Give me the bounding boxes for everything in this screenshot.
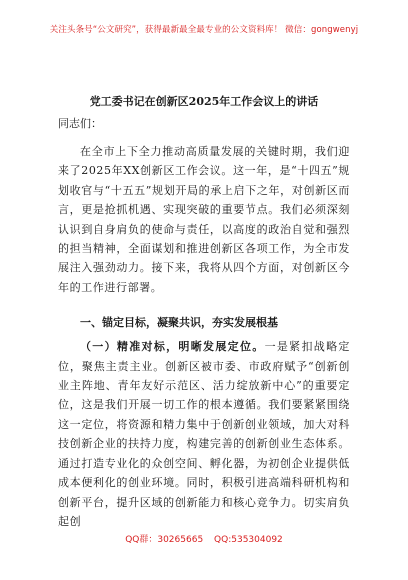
footer-qq-group: QQ群：30265665 bbox=[125, 535, 204, 545]
promo-banner-text: 关注头条号“公文研究”，获得最新最全最专业的公文资料库！ 微信：gongwenyj bbox=[49, 25, 359, 35]
section-1-paragraph bbox=[58, 337, 350, 531]
header-banner bbox=[0, 0, 408, 58]
footer-qq: QQ:535304092 bbox=[214, 535, 283, 545]
footer-contact bbox=[0, 532, 408, 552]
subsection-body-1: 一是紧扣战略定位，聚焦主责主业。创新区被市委、市政府赋予“创新创业主阵地、青年友好示范区、活力绽放新中心”的重要定位，这是我们开展一切工作的根本遵循。我们要紧紧围绕这一定位，将资源和精力集中于创新创业领域，加大对科技创新企业的扶持力度，构建完善的创新创业生态体系。通过打造专业化的众创空间、孵化器，为初创企业提供低成本便利化的创业环境。同时，积极引进高端科研机构和创新平台，提升区域的创新能力和核心竞争力。切实肩负起创 bbox=[58, 340, 351, 528]
subsection-heading-1: （一）精准对标，明晰发展定位。 bbox=[80, 340, 265, 354]
document-page bbox=[58, 58, 350, 531]
intro-paragraph: 在全市上下全力推动高质量发展的关键时期，我们迎来了2025年XX创新区工作会议。这一年，是“十四五”规划收官与“十五五”规划开局的承上启下之年，对创新区而言，更是抢抓机遇、实现突破的重要节点。我们必须深刻认识到自身肩负的使命与责任，以高度的政治自觉和强烈的担当精神，全面谋划和推进创新区各项工作，为全市发展注入强劲动力。接下来，我将从四个方面，对创新区今年的工作进行部署。 bbox=[58, 145, 350, 294]
salutation: 同志们： bbox=[58, 117, 102, 130]
document-title: 党工委书记在创新区2025年工作会议上的讲话 bbox=[89, 95, 319, 108]
section-heading-1: 一、锚定目标，凝聚共识，夯实发展根基 bbox=[80, 316, 278, 330]
